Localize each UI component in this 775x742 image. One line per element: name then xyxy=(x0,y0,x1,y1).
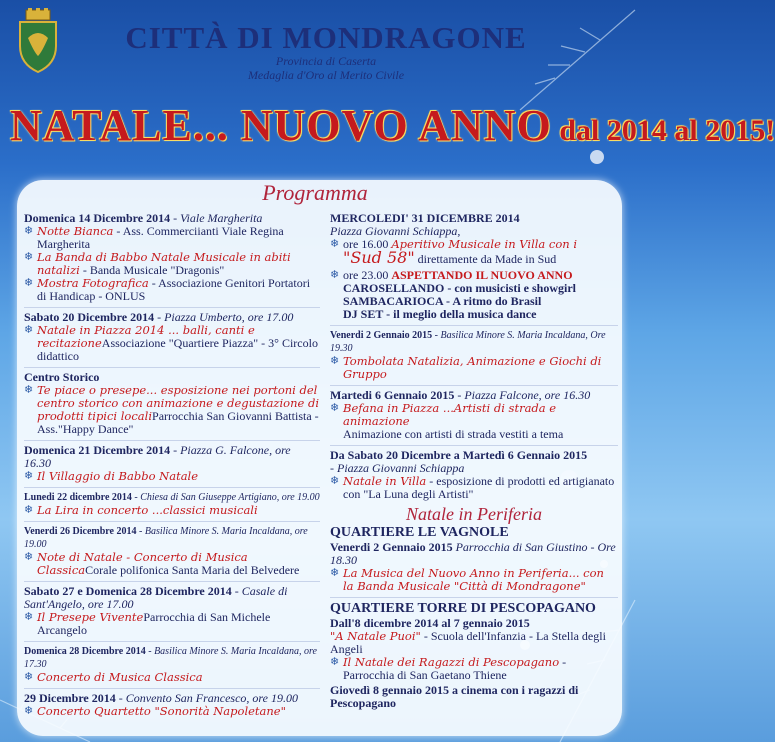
event-place: - Convento San Francesco, ore 19.00 xyxy=(115,691,298,705)
snowflake-icon: ❄ xyxy=(330,567,340,579)
snowflake-icon: ❄ xyxy=(330,355,340,367)
event-block xyxy=(24,212,320,303)
item-band: "Sud 58" xyxy=(343,248,415,267)
snowflake-icon: ❄ xyxy=(24,470,34,482)
item-title: Befana in Piazza ...Artisti di strada e animazione xyxy=(343,401,557,428)
snowflake-icon: ❄ xyxy=(24,384,34,396)
item-title: Natale in Piazza 2014 ... balli, canti e recitazione xyxy=(37,323,255,350)
event-item xyxy=(24,324,320,363)
medal-subtitle: Medaglia d'Oro al Merito Civile xyxy=(247,68,405,82)
event-item xyxy=(24,251,320,277)
divider xyxy=(24,521,320,522)
item-time: ore 23.00 xyxy=(343,268,392,282)
event-place: Parrocchia di San Giustino - Ore 18.30 xyxy=(330,540,616,567)
event-block xyxy=(24,311,320,363)
event-item xyxy=(24,470,320,483)
event-block xyxy=(24,525,320,577)
event-place: - Casale di Sant'Angelo, ore 17.00 xyxy=(24,584,288,611)
divider xyxy=(24,641,320,642)
event-block xyxy=(24,371,320,436)
event-date: Da Sabato 20 Dicembre a Martedì 6 Gennaio 2015 xyxy=(330,448,588,462)
snowflake-icon: ❄ xyxy=(330,269,340,281)
event-date xyxy=(24,645,320,671)
item-title: Il Presepe Vivente xyxy=(37,610,144,624)
snowflake-icon: ❄ xyxy=(24,324,34,336)
item-title: Il Natale dei Ragazzi di Pescopagano xyxy=(343,655,560,669)
event-date-text: Sabato 27 e Domenica 28 Dicembre 2014 xyxy=(24,584,232,598)
event-lines xyxy=(330,282,618,321)
event-new-year xyxy=(330,212,618,321)
divider xyxy=(330,597,618,598)
event-block xyxy=(24,692,320,718)
event-place: Piazza Giovanni Schiappa, xyxy=(330,224,461,238)
divider xyxy=(24,487,320,488)
event-item xyxy=(24,611,320,637)
snowflake-icon: ❄ xyxy=(330,402,340,414)
event-date-text: Venerdi 2 Gennaio 2015 xyxy=(330,540,453,554)
item-time: ore 16.00 xyxy=(343,237,392,251)
event-date-text: Lunedi 22 dicembre 2014 xyxy=(24,492,132,503)
snowflake-icon: ❄ xyxy=(24,504,34,516)
item-title: Concerto di Musica Classica xyxy=(37,670,203,684)
event-date-text: Domenica 14 Dicembre 2014 xyxy=(24,211,171,225)
divider xyxy=(24,688,320,689)
item-title: "A Natale Puoi" xyxy=(330,629,421,643)
snowflake-icon: ❄ xyxy=(24,277,34,289)
event-line: SAMBACARIOCA - A ritmo do Brasil xyxy=(343,294,542,308)
divider xyxy=(330,445,618,446)
event-item xyxy=(330,567,618,593)
event-item xyxy=(330,475,618,501)
event-last: Giovedì 8 gennaio 2015 a cinema con i ragazzi di Pescopagano xyxy=(330,683,579,710)
item-title: La Banda di Babbo Natale Musicale in abiti natalizi xyxy=(37,250,291,277)
event-villa xyxy=(330,449,618,501)
divider xyxy=(24,307,320,308)
headline-main: NATALE... NUOVO ANNO xyxy=(10,101,552,150)
city-name: CITTÀ DI MONDRAGONE xyxy=(125,20,527,55)
event-item xyxy=(24,705,320,718)
item-note: - Ass. Commerciianti Viale Regina Margherita xyxy=(37,224,284,251)
divider xyxy=(330,325,618,326)
event-item xyxy=(330,402,618,428)
event-date-text: Venerdi 2 Gennaio 2015 xyxy=(330,330,433,341)
event-date xyxy=(24,444,320,470)
event-item xyxy=(24,551,320,577)
snowflake-icon: ❄ xyxy=(24,225,34,237)
event-item xyxy=(24,225,320,251)
snowflake-icon: ❄ xyxy=(330,475,340,487)
event-line: CAROSELLANDO - con musicisti e showgirl xyxy=(343,281,577,295)
event-item xyxy=(330,269,618,282)
event-item xyxy=(330,656,618,682)
event-item xyxy=(330,238,618,266)
event-date-text: Venerdi 26 Dicembre 2014 xyxy=(24,526,137,537)
event-date xyxy=(330,329,618,355)
headline xyxy=(10,100,775,170)
event-date: MERCOLEDI' 31 DICEMBRE 2014 xyxy=(330,211,520,225)
item-title: La Musica del Nuovo Anno in Periferia... con la Banda Musicale "Città di Mondragone" xyxy=(343,566,604,593)
snowflake-icon: ❄ xyxy=(330,238,340,250)
divider xyxy=(24,440,320,441)
item-title: Concerto Quartetto "Sonorità Napoletane" xyxy=(37,704,286,718)
event-place: - Basilica Minore S. Maria Incaldana, Ore 19.30 xyxy=(330,330,606,354)
coat-of-arms-icon xyxy=(14,8,62,74)
item-title: Il Villaggio di Babbo Natale xyxy=(37,469,199,483)
snowflake-icon: ❄ xyxy=(330,656,340,668)
item-title: Tombolata Natalizia, Animazione e Giochi di Gruppo xyxy=(343,354,602,381)
item-title: Note di Natale - Concerto di Musica Classica xyxy=(37,550,248,577)
event-place: - Piazza Giovanni Schiappa xyxy=(330,461,465,475)
headline-years: dal 2014 al 2015! xyxy=(551,114,775,147)
event-date-text: 29 Dicembre 2014 xyxy=(24,691,116,705)
item-title: Notte Bianca xyxy=(37,224,114,238)
event-item xyxy=(24,277,320,303)
snowflake-icon: ❄ xyxy=(24,705,34,717)
item-title: Te piace o presepe... esposizione nei portoni del centro storico con animazione e degustazione di prodotti tipici locali xyxy=(37,383,319,423)
event-place: - Piazza G. Falcone, ore 16.30 xyxy=(24,443,291,470)
right-column xyxy=(330,212,618,714)
event-item xyxy=(24,671,320,684)
event-date xyxy=(24,525,320,551)
event-place: - Basilica Minore S. Maria Incaldana, ore 19.00 xyxy=(24,526,308,550)
item-note: - Associazione Genitori Portatori di Handicap - ONLUS xyxy=(37,276,311,303)
event-item xyxy=(24,504,320,517)
snowflake-icon: ❄ xyxy=(24,551,34,563)
event-date xyxy=(330,541,618,567)
snowflake-icon: ❄ xyxy=(24,611,34,623)
event-item xyxy=(24,384,320,436)
quartiere-pescopagano xyxy=(330,601,618,710)
event-place: - Piazza Falcone, ore 16.30 xyxy=(454,388,591,402)
item-note: - Banda Musicale "Dragonis" xyxy=(79,263,225,277)
quartiere-vagnole xyxy=(330,525,618,593)
event-block xyxy=(24,645,320,684)
event-place: - Chiesa di San Giuseppe Artigiano, ore 19.00 xyxy=(131,492,320,503)
event-date-text: Domenica 28 Dicembre 2014 xyxy=(24,646,146,657)
item-title: La Lira in concerto ...classici musicali xyxy=(37,503,258,517)
item-title: Natale in Villa xyxy=(343,474,427,488)
divider xyxy=(24,581,320,582)
item-note: Associazione "Quartiere Piazza" - 3° Circolo didattico xyxy=(37,336,318,363)
divider xyxy=(24,367,320,368)
event-place: - Viale Margherita xyxy=(170,211,263,225)
item-title: Mostra Fotografica xyxy=(37,276,149,290)
province: Provincia di Caserta xyxy=(275,54,377,68)
event-place: - Basilica Minore S. Maria Incaldana, ore 17.30 xyxy=(24,646,317,670)
snowflake-icon: ❄ xyxy=(24,251,34,263)
event-line xyxy=(330,630,618,656)
event-block xyxy=(24,491,320,517)
item-note: direttamente da Made in Sud xyxy=(414,252,557,266)
item-note: - Parrocchia di San Gaetano Thiene xyxy=(343,655,567,682)
quartiere-name: QUARTIERE LE VAGNOLE xyxy=(330,525,509,540)
item-note: - esposizione di prodotti ed artigianato con "La Luna degli Artisti" xyxy=(343,474,615,501)
event-line: DJ SET - il meglio della musica dance xyxy=(343,307,537,321)
item-note: Corale polifonica Santa Maria del Belvedere xyxy=(85,563,300,577)
item-note: - Scuola dell'Infanzia - La Stella degli Angeli xyxy=(330,629,606,656)
event-befana xyxy=(330,389,618,441)
left-column xyxy=(24,212,320,722)
item-note: Parrocchia di San Michele Arcangelo xyxy=(37,610,271,637)
periferia-title: Natale in Periferia xyxy=(406,504,542,524)
item-title: ASPETTANDO IL NUOVO ANNO xyxy=(391,268,573,282)
event-item xyxy=(330,355,618,381)
item-note: Parrocchia San Giovanni Battista - Ass."Happy Dance" xyxy=(37,409,319,436)
divider xyxy=(330,385,618,386)
snowflake-icon: ❄ xyxy=(24,671,34,683)
event-date xyxy=(24,585,320,611)
event-date-text: Domenica 21 Dicembre 2014 xyxy=(24,443,171,457)
event-note: Animazione con artisti di strada vestiti a tema xyxy=(343,427,564,441)
program-title: Programma xyxy=(262,180,368,205)
event-date-text: Centro Storico xyxy=(24,370,100,384)
event-place: - Piazza Umberto, ore 17.00 xyxy=(154,310,294,324)
event-date-text: Martedi 6 Gennaio 2015 xyxy=(330,388,455,402)
quartiere-name: QUARTIERE TORRE DI PESCOPAGANO xyxy=(330,601,596,616)
item-title: Aperitivo Musicale in Villa con i xyxy=(391,237,578,251)
event-date-text: Sabato 20 Dicembre 2014 xyxy=(24,310,155,324)
event-block xyxy=(24,585,320,637)
event-block xyxy=(24,444,320,483)
event-date: Dall'8 dicembre 2014 al 7 gennaio 2015 xyxy=(330,616,530,630)
event-tombolata xyxy=(330,329,618,381)
